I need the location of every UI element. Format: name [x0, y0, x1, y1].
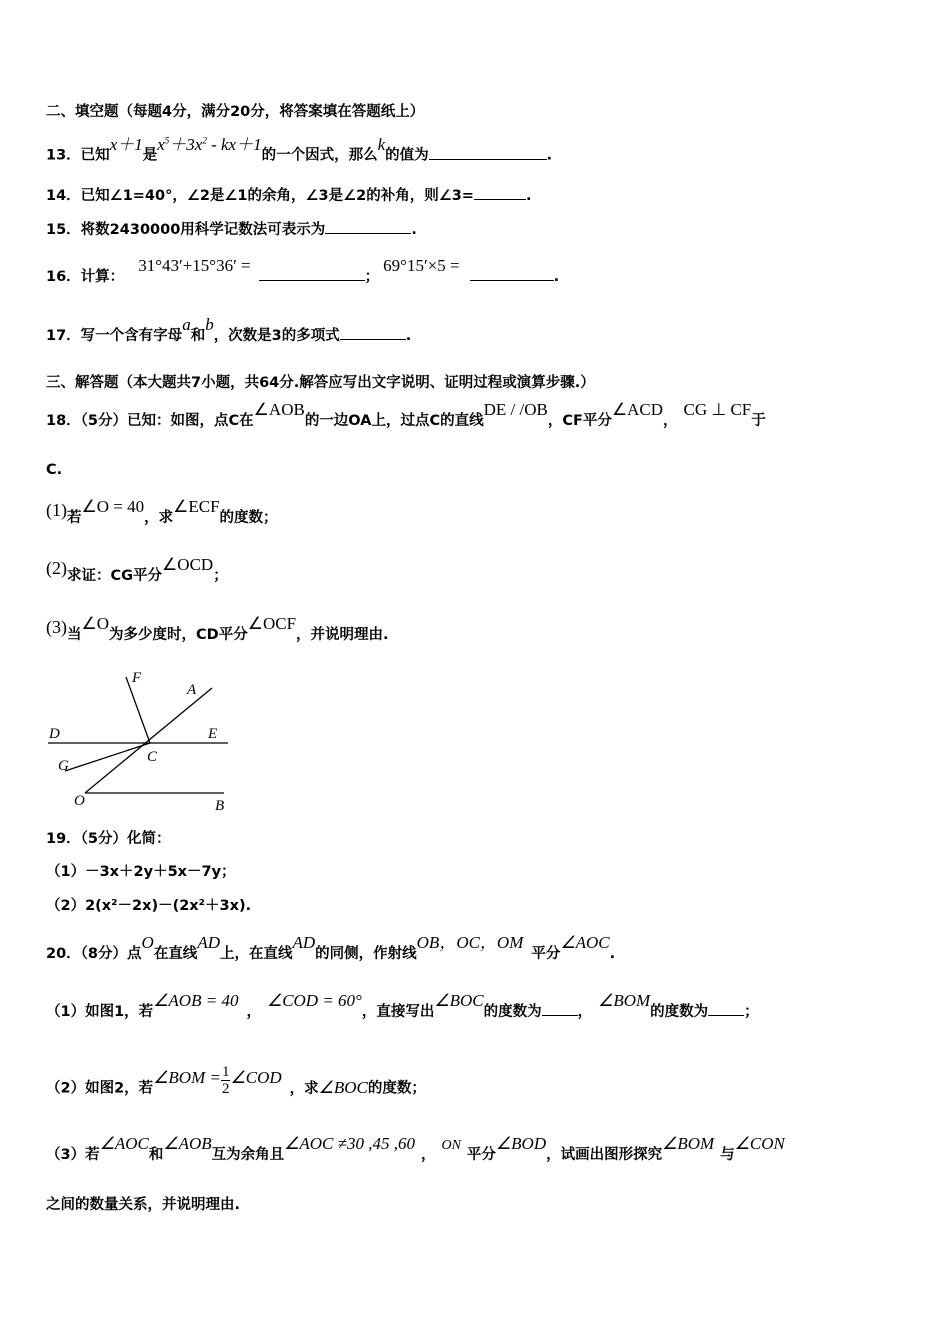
q20-text-1: 20．（8分）点 — [46, 946, 142, 962]
q20-part-1-answer-blank-2[interactable] — [708, 1001, 744, 1016]
q20-text-2: 在直线 — [153, 946, 198, 962]
q16-answer-blank-2[interactable] — [470, 266, 554, 281]
q20-part-2-text-2: ，求 — [289, 1080, 319, 1097]
q16-math-1: 31°43′+15°36′ = — [138, 256, 251, 275]
q17-end: . — [405, 328, 412, 344]
q18-part-1 — [46, 497, 278, 528]
q20-part-3-text-6: ，试画出图形探究 — [546, 1147, 663, 1163]
question-16 — [46, 256, 560, 287]
q14-answer-blank[interactable] — [474, 185, 526, 200]
label-g: G — [58, 758, 69, 774]
q13-poly-x: x — [157, 134, 165, 154]
q16-label: 16．计算： — [46, 269, 125, 285]
q20-part-3-math-on: ON — [441, 1138, 461, 1153]
question-18 — [46, 400, 766, 431]
q18-part-3-text-3: ，并说明理由. — [296, 627, 389, 643]
question-19-title: 19．（5分）化简： — [46, 831, 171, 847]
q20-part-1-text-6: 的度数为 — [650, 1004, 709, 1020]
q20-part-2 — [46, 1064, 426, 1105]
ray-cf — [126, 677, 150, 743]
q20-part-1-math-boc: ∠BOC — [434, 991, 484, 1010]
q13-answer-blank[interactable] — [429, 145, 547, 160]
q20-part-1-text-2: ， — [246, 1004, 261, 1020]
q20-part-1-math-bom: ∠BOM — [598, 991, 651, 1010]
q18-part-1-text-2: ，求 — [144, 510, 174, 526]
q20-part-2-text-1: （2）如图2，若 — [46, 1080, 154, 1097]
q13-label: 13．已知 — [46, 147, 110, 164]
label-e: E — [208, 726, 218, 742]
label-b: B — [215, 798, 225, 814]
q16-answer-blank-1[interactable] — [259, 266, 365, 281]
q15-end: . — [411, 222, 417, 238]
q20-part-2-denominator: 2 — [221, 1081, 230, 1097]
q20-part-3-text-4: ， — [420, 1147, 436, 1163]
section-2-title: 二、填空题（每题4分，满分20分，将答案填在答题纸上） — [46, 104, 425, 120]
question-14 — [46, 185, 531, 206]
question-13 — [46, 134, 553, 166]
q13-math-k: k — [377, 134, 386, 154]
question-19-part-1: （1）－3x＋2y＋5x－7y； — [46, 864, 236, 880]
q18-part-2-number: (2) — [46, 558, 67, 578]
q18-text-5: 于 — [751, 413, 766, 429]
q17-text-3: ，次数是3的多项式 — [213, 328, 340, 344]
q20-part-2-math-cod: ∠COD — [230, 1067, 282, 1087]
q18-math-de-ob: DE / /OB — [483, 400, 548, 419]
q20-continuation: 之间的数量关系，并说明理由. — [46, 1197, 241, 1213]
q20-part-2-text-3: 的度数； — [367, 1080, 426, 1097]
q18-part-1-text-1: 若 — [67, 510, 82, 526]
q20-part-1-text-1: （1）如图1，若 — [46, 1004, 154, 1020]
q20-math-ad-1: AD — [197, 933, 220, 952]
q14-end: . — [525, 188, 532, 204]
q18-part-2-math-ocd: ∠OCD — [162, 555, 214, 574]
q13-math-poly — [157, 135, 261, 154]
q20-part-1-math-cod: ∠COD = 60° — [266, 991, 362, 1010]
q20-part-3-math-aob: ∠AOB — [163, 1134, 212, 1153]
q18-part-3 — [46, 614, 389, 645]
q20-part-3-math-aoc-ne: ∠AOC ≠30 ,45 ,60 — [284, 1134, 415, 1153]
question-17 — [46, 315, 412, 346]
q20-part-3-text-7: 与 — [720, 1147, 735, 1163]
label-a: A — [187, 682, 197, 698]
q20-end: . — [609, 946, 616, 962]
q17-math-b: b — [205, 315, 214, 334]
ray-cg — [65, 743, 150, 771]
q18-math-acd: ∠ACD — [611, 400, 664, 419]
q20-part-3-math-aoc: ∠AOC — [99, 1134, 149, 1153]
label-d: D — [49, 726, 60, 742]
q18-math-cg-cf: CG ⊥ CF — [683, 400, 752, 419]
q18-part-2-text-2: ； — [213, 568, 228, 584]
q17-answer-blank[interactable] — [340, 325, 406, 340]
q20-part-1-answer-blank-1[interactable] — [542, 1001, 578, 1016]
q13-text-1: 是 — [142, 147, 158, 164]
q13-poly-3x: ＋3x — [169, 134, 203, 154]
section-3-title: 三、解答题（本大题共7小题，共64分.解答应写出文字说明、证明过程或演算步骤.） — [46, 375, 595, 391]
q20-part-2-math-boc: ∠BOC — [318, 1077, 368, 1097]
q20-text-4: 的同侧，作射线 — [315, 946, 417, 962]
q20-part-2-math-bom: ∠BOM = — [153, 1067, 221, 1087]
q13-end: . — [546, 147, 553, 164]
label-f: F — [132, 670, 142, 686]
q20-part-1-text-3: ，直接写出 — [361, 1004, 435, 1020]
q18-part-3-math-ocf: ∠OCF — [247, 614, 297, 633]
q17-text-2: 和 — [190, 328, 206, 344]
q20-part-1-text-4: 的度数为 — [483, 1004, 542, 1020]
q20-part-3-text-5: 平分 — [466, 1147, 496, 1163]
q16-end: . — [553, 269, 560, 285]
q18-math-aob: ∠AOB — [253, 400, 305, 419]
q18-part-3-text-1: 当 — [67, 627, 82, 643]
q20-part-3-text-2: 和 — [148, 1147, 164, 1163]
q18-part-2-text-1: 求证：CG平分 — [67, 568, 163, 584]
q13-poly-rest: - kx＋1 — [206, 134, 262, 154]
q17-math-a: a — [182, 315, 191, 334]
q18-part-1-text-3: 的度数； — [219, 510, 278, 526]
q20-part-1-text-5: ， — [577, 1004, 593, 1020]
q18-part-3-number: (3) — [46, 617, 67, 637]
q20-text-5: 平分 — [531, 946, 561, 962]
q20-part-1-text-7: ； — [744, 1004, 759, 1020]
question-20 — [46, 933, 616, 964]
q18-continuation: C. — [46, 462, 63, 478]
q18-text-3: ，CF平分 — [547, 413, 612, 429]
q13-poly-exp2: 2 — [202, 135, 207, 145]
q20-part-1 — [46, 991, 759, 1022]
q20-part-3-math-bom: ∠BOM — [662, 1134, 715, 1153]
q18-text-1: 18．（5分）已知：如图，点C在 — [46, 413, 254, 429]
q18-part-2 — [46, 555, 228, 586]
q16-sep: ； — [364, 269, 380, 285]
q14-text: 14．已知∠1=40°，∠2是∠1的余角，∠3是∠2的补角，则∠3= — [46, 188, 474, 204]
q18-part-3-text-2: 为多少度时，CD平分 — [109, 627, 248, 643]
q20-math-o: O — [141, 933, 154, 952]
q13-text-2: 的一个因式，那么 — [261, 147, 378, 164]
q15-text: 15．将数2430000用科学记数法可表示为 — [46, 222, 326, 238]
q16-math-2: 69°15′×5 = — [383, 256, 460, 275]
q18-part-3-math-o: ∠O — [81, 614, 110, 633]
q20-part-3-math-bod: ∠BOD — [495, 1134, 547, 1153]
q18-text-2: 的一边OA上，过点C的直线 — [304, 413, 484, 429]
q20-part-3-text-3: 互为余角且 — [211, 1147, 285, 1163]
q15-answer-blank[interactable] — [325, 219, 411, 234]
q18-part-1-number: (1) — [46, 500, 67, 520]
q20-part-3-math-con: ∠CON — [734, 1134, 785, 1153]
q20-math-rays: OB，OC，OM — [416, 933, 524, 952]
question-19-part-2: （2）2(x²－2x)－(2x²＋3x). — [46, 898, 252, 914]
q20-math-ad-2: AD — [292, 933, 316, 952]
q18-part-1-math-o: ∠O = 40 — [81, 497, 145, 516]
q20-part-3 — [46, 1134, 785, 1166]
q18-part-1-math-ecf: ∠ECF — [173, 497, 220, 516]
label-c: C — [147, 749, 158, 765]
label-o: O — [74, 793, 85, 809]
q20-text-3: 上，在直线 — [219, 946, 293, 962]
q20-math-aoc: ∠AOC — [560, 933, 610, 952]
q17-text-1: 17．写一个含有字母 — [46, 328, 183, 344]
q20-part-3-text-1: （3）若 — [46, 1147, 100, 1163]
q18-text-4: ， — [663, 413, 678, 429]
question-15 — [46, 219, 417, 240]
q20-part-2-numerator: 1 — [221, 1064, 230, 1080]
q13-text-3: 的值为 — [385, 147, 429, 164]
q13-math-factor: x＋1 — [109, 134, 143, 154]
q13-poly-exp5: 5 — [164, 135, 170, 145]
q20-part-1-math-aob: ∠AOB = 40 — [153, 991, 239, 1010]
q18-geometry-figure — [40, 665, 240, 815]
